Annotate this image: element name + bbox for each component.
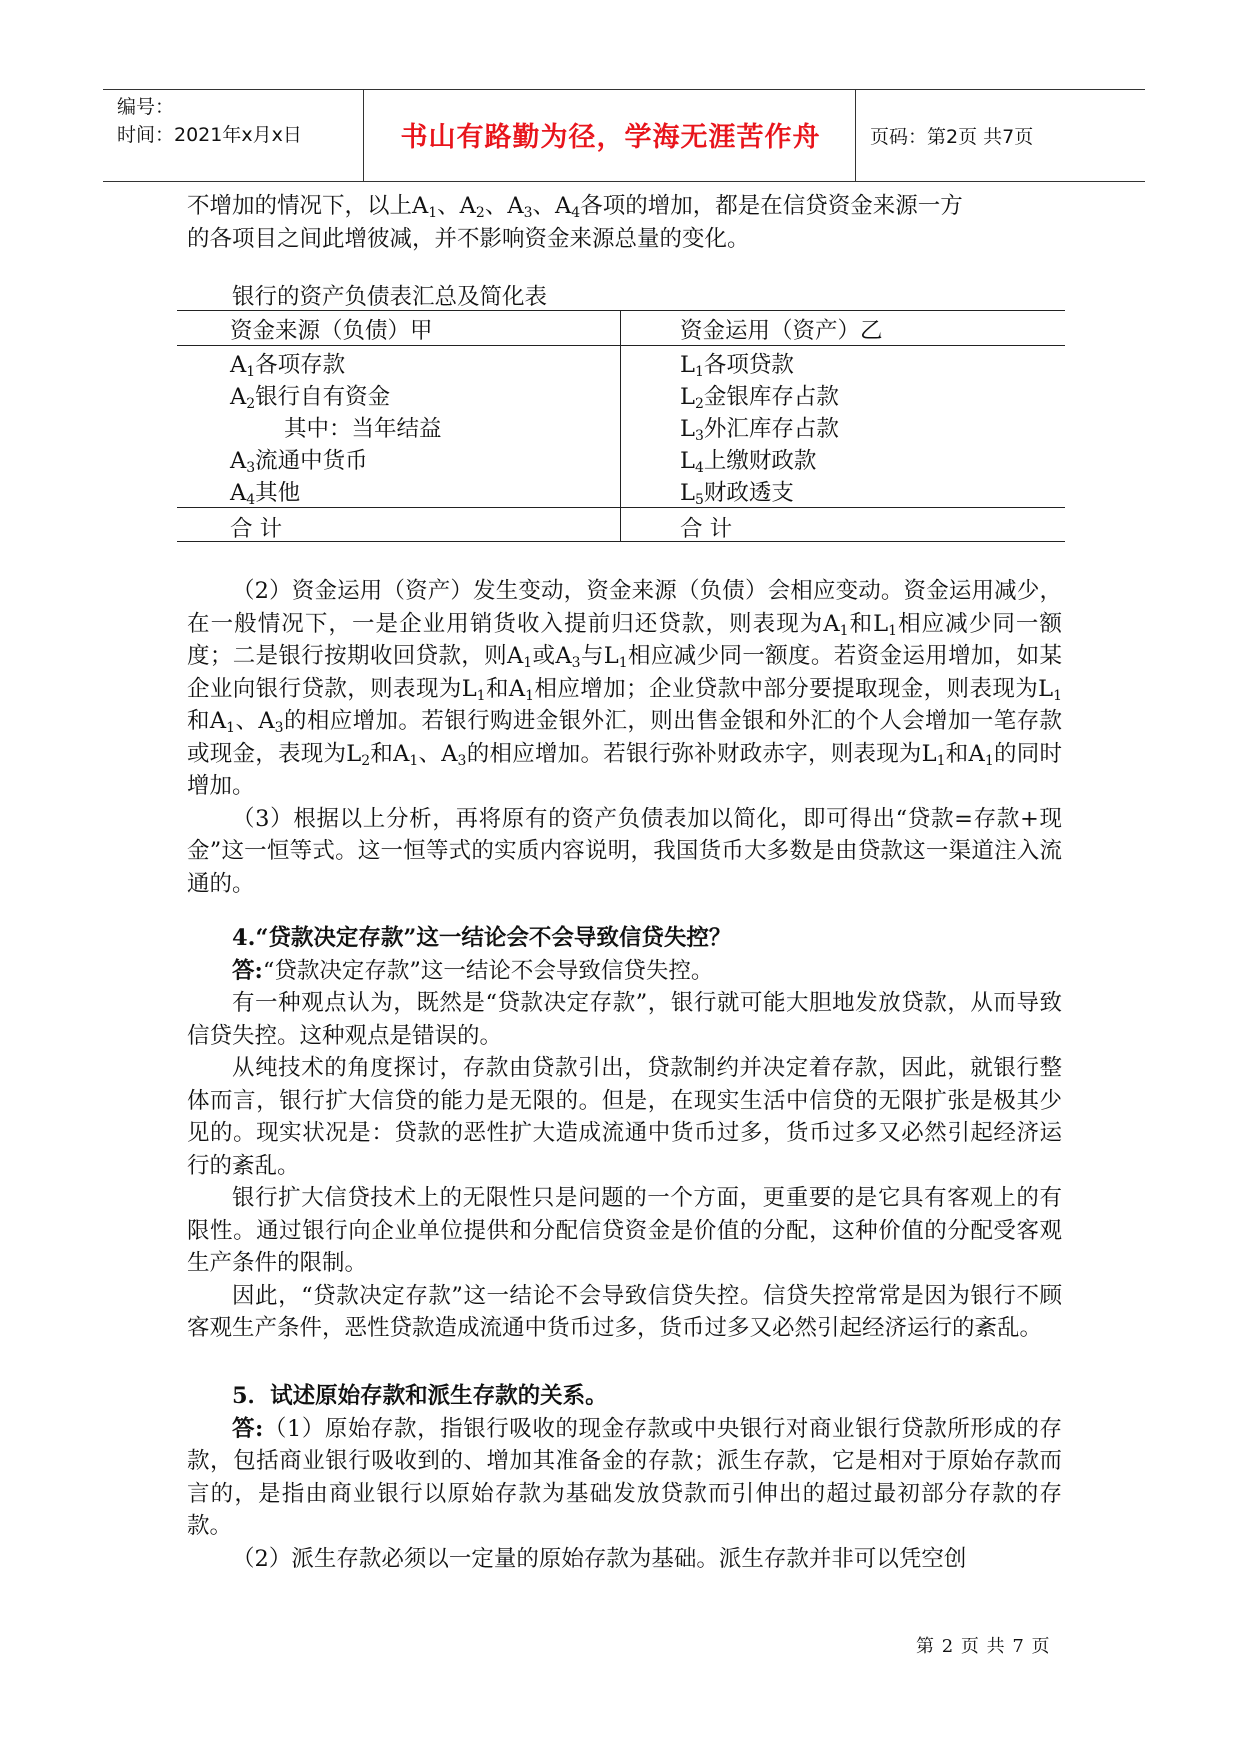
- table-caption: 银行的资产负债表汇总及简化表: [232, 284, 548, 310]
- intro-line-1: 不增加的情况下，以上$A_1$、$A_2$、$A_3$、$A_4$各项的增加，都是在信贷资金来源一方: [187, 193, 963, 221]
- answer-label: 答:: [232, 957, 263, 984]
- liability-row-label: 流通中货币: [255, 448, 368, 474]
- header-page-number: 页码：第2页 共7页: [870, 126, 1034, 148]
- answer-label: 答:: [232, 1415, 264, 1442]
- header-left: [117, 93, 302, 149]
- header-motto: 书山有路勤为径，学海无涯苦作舟: [400, 122, 821, 153]
- p3-text: （3）根据以上分析，再将原有的资产负债表加以简化，即可得出“贷款=存款+现金”这一恒等式。这一恒等式的实质内容说明，我国货币大多数是由贷款这一渠道注入流通的。: [187, 805, 1062, 897]
- intro-text: [187, 190, 1062, 255]
- intro-line-2: 的各项目之间此增彼减，并不影响资金来源总量的变化。: [187, 225, 750, 252]
- asset-row-label: 财政透支: [703, 480, 794, 506]
- liability-row: $A_4$其他: [230, 480, 301, 508]
- paragraph-3: [187, 803, 1062, 901]
- q4-paragraph-1: 有一种观点认为，既然是“贷款决定存款”，银行就可能大胆地发放贷款，从而导致信贷失控。这种观点是错误的。: [187, 990, 1062, 1049]
- q5-paragraph-2: （2）派生存款必须以一定量的原始存款为基础。派生存款并非可以凭空创: [232, 1545, 967, 1572]
- asset-row: $L_3$外汇库存占款: [680, 416, 839, 444]
- question-5-title: 5．试述原始存款和派生存款的关系。: [232, 1383, 608, 1409]
- table-header-divider: [177, 345, 1065, 346]
- table-left-header: 资金来源（负债）甲: [230, 318, 433, 344]
- asset-row: $L_1$各项贷款: [680, 352, 794, 380]
- liability-row: $A_3$流通中货币: [230, 448, 368, 476]
- liability-row: $A_2$银行自有资金: [230, 384, 391, 412]
- table-right-total: 合 计: [680, 516, 733, 542]
- answer-text: “贷款决定存款”这一结论不会导致信贷失控。: [262, 957, 714, 984]
- asset-row-label: 金银库存占款: [703, 384, 839, 410]
- q4-paragraph-2: 从纯技术的角度探讨，存款由贷款引出，贷款制约并决定着存款，因此，就银行整体而言，银行扩大信贷的能力是无限的。但是，在现实生活中信贷的无限扩张是极其少见的。现实状况是：贷款的恶性扩大造成流通中货币过多，货币过多又必然引起经济运行的紊乱。: [187, 1055, 1062, 1179]
- asset-row-label: 各项贷款: [703, 352, 794, 378]
- page-header: [103, 89, 1145, 182]
- document-time-label: 时间：2021年x月x日: [117, 124, 302, 146]
- liability-row-label: 各项存款: [255, 352, 346, 378]
- table-right-header: 资金运用（资产）乙: [680, 318, 883, 344]
- balance-sheet-table: [177, 310, 1065, 542]
- liability-row-label: 其中：当年结益: [284, 416, 442, 442]
- document-number-label: 编号：: [117, 96, 175, 118]
- q4-paragraph-3: 银行扩大信贷技术上的无限性只是问题的一个方面，更重要的是它具有客观上的有限性。通过银行向企业单位提供和分配信贷资金是价值的分配，这种价值的分配受客观生产条件的限制。: [187, 1185, 1062, 1276]
- asset-row: $L_4$上缴财政款: [680, 448, 817, 476]
- liability-row-label: 银行自有资金: [255, 384, 391, 410]
- intro-paragraph: [187, 190, 1062, 255]
- liability-row: [284, 411, 442, 443]
- table-left-total: 合 计: [230, 516, 283, 542]
- liability-row-label: 其他: [255, 480, 301, 506]
- question-4-title: 4.“贷款决定存款”这一结论会不会导致信贷失控？: [232, 925, 732, 951]
- asset-row: $L_2$金银库存占款: [680, 384, 839, 412]
- asset-change-paragraph: [187, 575, 1062, 900]
- question-4-answer: [187, 955, 1062, 988]
- question-4-section: [187, 922, 1062, 1345]
- header-divider: [855, 90, 856, 181]
- asset-row: $L_5$财政透支: [680, 480, 794, 508]
- p2-line: （2）资金运用（资产）发生变动，资金来源（负债）会相应变动。资金运用减少，在一般情况下，一是企业用销货收入提前归还贷款，则表现为$A_1$和$L_1$相应减少同一额度；二是银行按期收回贷款，则$A_1$或$A_3$与$L_1$相应减少同一额度。若资金运用增加，如某企业向银行贷款，则表现为$L_1$和$A_1$相应增加；企业贷款中部分要提取现金，则表现为$L_1$和$A_1$、$A_3$的相应增加。若银行购进金银外汇，则出售金银和外汇的个人会增加一笔存款或现金，表现为$L_2$和$A_1$、$A_3$的相应增加。若银行弥补财政赤字，则表现为$L_1$和$A_1$的同时增加。: [187, 578, 1063, 799]
- q5-paragraph-1: [187, 1413, 1062, 1543]
- asset-row-label: 外汇库存占款: [703, 416, 839, 442]
- page-footer: 第 2 页 共 7 页: [916, 1636, 1051, 1657]
- table-total-divider: [177, 507, 1065, 508]
- q5-p1-text: （1）原始存款，指银行吸收的现金存款或中央银行对商业银行贷款所形成的存款，包括商业银行吸收到的、增加其准备金的存款；派生存款，它是相对于原始存款而言的，是指由商业银行以原始存款为基础发放贷款而引伸出的超过最初部分存款的存款。: [187, 1415, 1062, 1539]
- paragraph-2: [187, 575, 1062, 803]
- asset-row-label: 上缴财政款: [703, 448, 817, 474]
- question-5-section: [187, 1380, 1062, 1575]
- q4-paragraph-4: 因此，“贷款决定存款”这一结论不会导致信贷失控。信贷失控常常是因为银行不顾客观生产条件，恶性贷款造成流通中货币过多，货币过多又必然引起经济运行的紊乱。: [187, 1282, 1062, 1341]
- liability-row: $A_1$各项存款: [230, 352, 346, 380]
- header-divider: [363, 90, 364, 181]
